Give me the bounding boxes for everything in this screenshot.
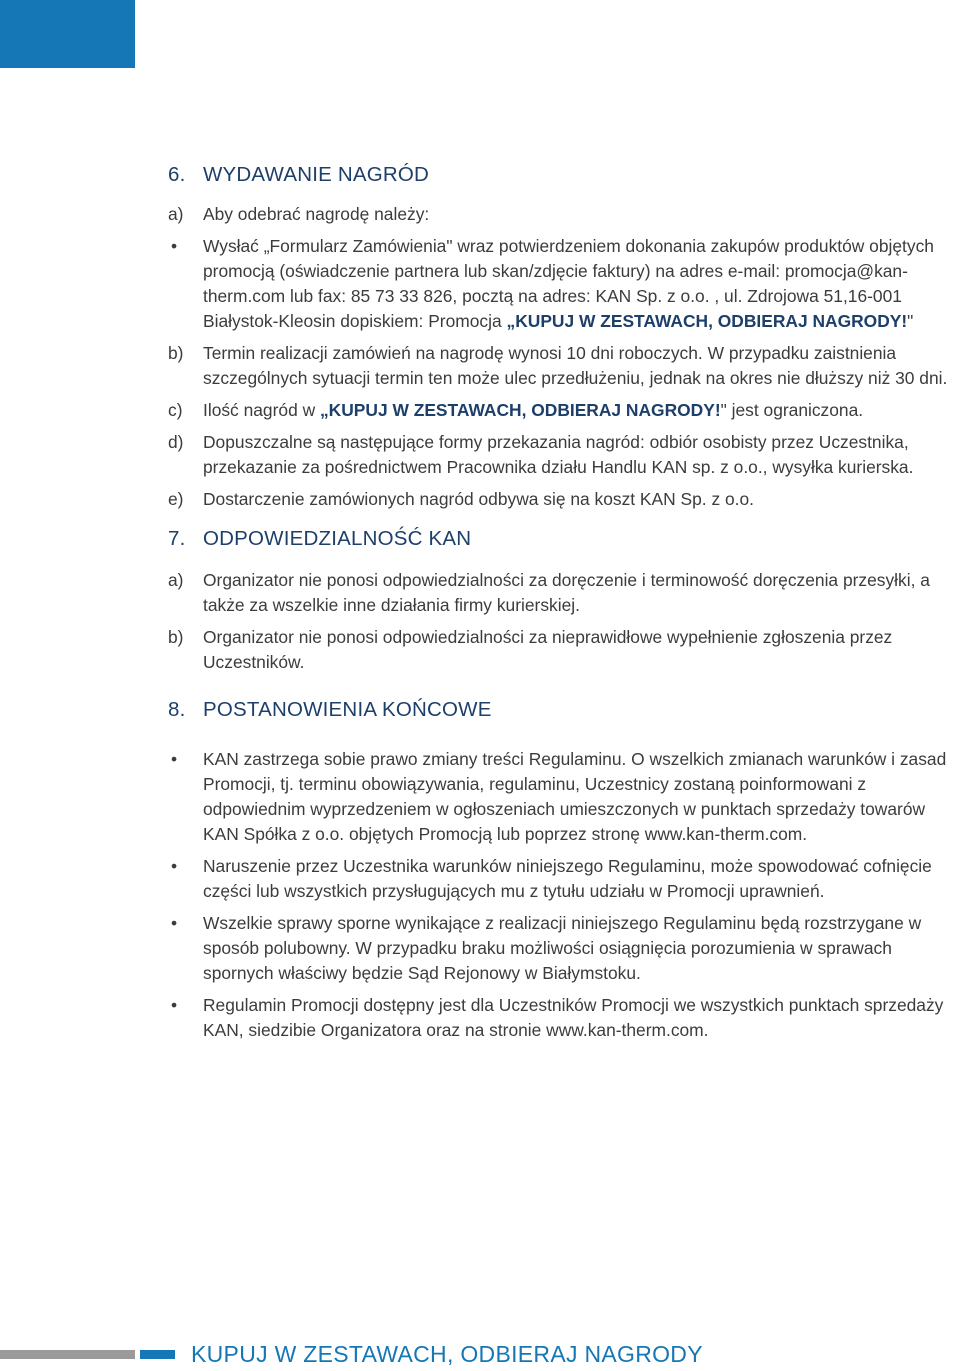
- item-text: Ilość nagród w: [203, 400, 320, 420]
- list-marker: a): [168, 204, 184, 224]
- list-marker: c): [168, 400, 183, 420]
- list-item-7b: [168, 625, 960, 675]
- list-item-7a: [168, 568, 960, 618]
- section-title: POSTANOWIENIA KOŃCOWE: [203, 698, 492, 721]
- item-text: Wysłać „Formularz Zamówienia" wraz potwierdzeniem dokonania zakupów produktów objętych promocją (oświadczenie partnera lub skan/zdjęcie faktury) na adres e-mail: promocja@kan-therm.com lub fax: 85 73 33 826, pocztą na adres: KAN Sp. z o.o. , ul. Zdrojowa 51,16-001 Białystok-Kleosin dopiskiem: Promocja: [203, 236, 934, 331]
- footer-blue-bar: [140, 1350, 175, 1359]
- list-marker: b): [168, 627, 184, 647]
- list-item-8-bullet-3: [168, 911, 960, 986]
- footer-grey-bar: [0, 1350, 135, 1359]
- quote-close: ": [907, 311, 914, 331]
- section-title: WYDAWANIE NAGRÓD: [203, 163, 430, 186]
- bullet-marker: •: [171, 856, 178, 876]
- list-item-6e: [168, 487, 960, 512]
- item-text: Dopuszczalne są następujące formy przekazania nagród: odbiór osobisty przez Uczestnika, przekazanie za pośrednictwem Pracownika działu Handlu KAN sp. z o.o., wysyłka kurierska.: [203, 432, 914, 477]
- list-item-8-bullet-2: [168, 854, 960, 904]
- section-number: 8.: [168, 698, 186, 721]
- section-8-heading: [168, 695, 960, 725]
- footer-title: KUPUJ W ZESTAWACH, ODBIERAJ NAGRODY: [191, 1341, 703, 1367]
- section-title: ODPOWIEDZIALNOŚĆ KAN: [203, 527, 472, 550]
- list-item-6-bullet: [168, 234, 960, 334]
- item-text-end: " jest ograniczona.: [720, 400, 864, 420]
- item-text: Organizator nie ponosi odpowiedzialności za nieprawidłowe wypełnienie zgłoszenia przez Uczestników.: [203, 627, 893, 672]
- list-marker: d): [168, 432, 184, 452]
- item-text: KAN zastrzega sobie prawo zmiany treści Regulaminu. O wszelkich zmianach warunków i zasad Promocji, tj. terminu obowiązywania, regulaminu, Uczestnicy zostaną poinformowani z odpowiednim wyprzedzeniem w ogłoszeniach umieszczonych w punktach sprzedaży towarów KAN Spółka z o.o. objętych Promocją lub poprzez stronę www.kan-therm.com.: [203, 749, 947, 844]
- item-text: Termin realizacji zamówień na nagrodę wynosi 10 dni roboczych. W przypadku zaistnienia szczególnych sytuacji termin ten może ulec przedłużeniu, jednak na okres nie dłuższy niż 30 dni.: [203, 343, 948, 388]
- item-text: Organizator nie ponosi odpowiedzialności za doręczenie i terminowość doręczenia przesyłki, a także za wszelkie inne działania firmy kurierskiej.: [203, 570, 930, 615]
- section-7-heading: [168, 524, 960, 554]
- list-item-8-bullet-4: [168, 993, 960, 1043]
- item-text: Wszelkie sprawy sporne wynikające z realizacji niniejszego Regulaminu będą rozstrzygane w sposób polubowny. W przypadku braku możliwości osiągnięcia porozumienia w sprawach spornych właściwy będzie Sąd Rejonowy w Białymstoku.: [203, 913, 922, 983]
- corner-accent-block: [0, 0, 135, 68]
- list-marker: e): [168, 489, 184, 509]
- bullet-marker: •: [171, 749, 178, 769]
- list-item-8-bullet-1: [168, 747, 960, 847]
- promo-name: „KUPUJ W ZESTAWACH, ODBIERAJ NAGRODY!: [319, 400, 721, 420]
- item-text: Aby odebrać nagrodę należy:: [203, 204, 430, 224]
- bullet-marker: •: [171, 236, 178, 256]
- list-item-6b: [168, 341, 960, 391]
- section-number: 7.: [168, 527, 186, 550]
- bullet-marker: •: [171, 913, 178, 933]
- list-item-6c: [168, 398, 960, 423]
- section-6-heading: [168, 160, 960, 190]
- item-text: Naruszenie przez Uczestnika warunków niniejszego Regulaminu, może spowodować cofnięcie części lub wszystkich przysługujących mu z tytułu udziału w Promocji uprawnień.: [203, 856, 932, 901]
- list-marker: b): [168, 343, 184, 363]
- promo-name: „KUPUJ W ZESTAWACH, ODBIERAJ NAGRODY!: [506, 311, 908, 331]
- item-text: Dostarczenie zamówionych nagród odbywa się na koszt KAN Sp. z o.o.: [203, 489, 754, 509]
- list-item-6a: [168, 202, 960, 227]
- list-item-6d: [168, 430, 960, 480]
- bullet-marker: •: [171, 995, 178, 1015]
- section-number: 6.: [168, 163, 186, 186]
- list-marker: a): [168, 570, 184, 590]
- item-text: Regulamin Promocji dostępny jest dla Uczestników Promocji we wszystkich punktach sprzedaży KAN, siedzibie Organizatora oraz na stronie www.kan-therm.com.: [203, 995, 944, 1040]
- document-body: [168, 160, 960, 1050]
